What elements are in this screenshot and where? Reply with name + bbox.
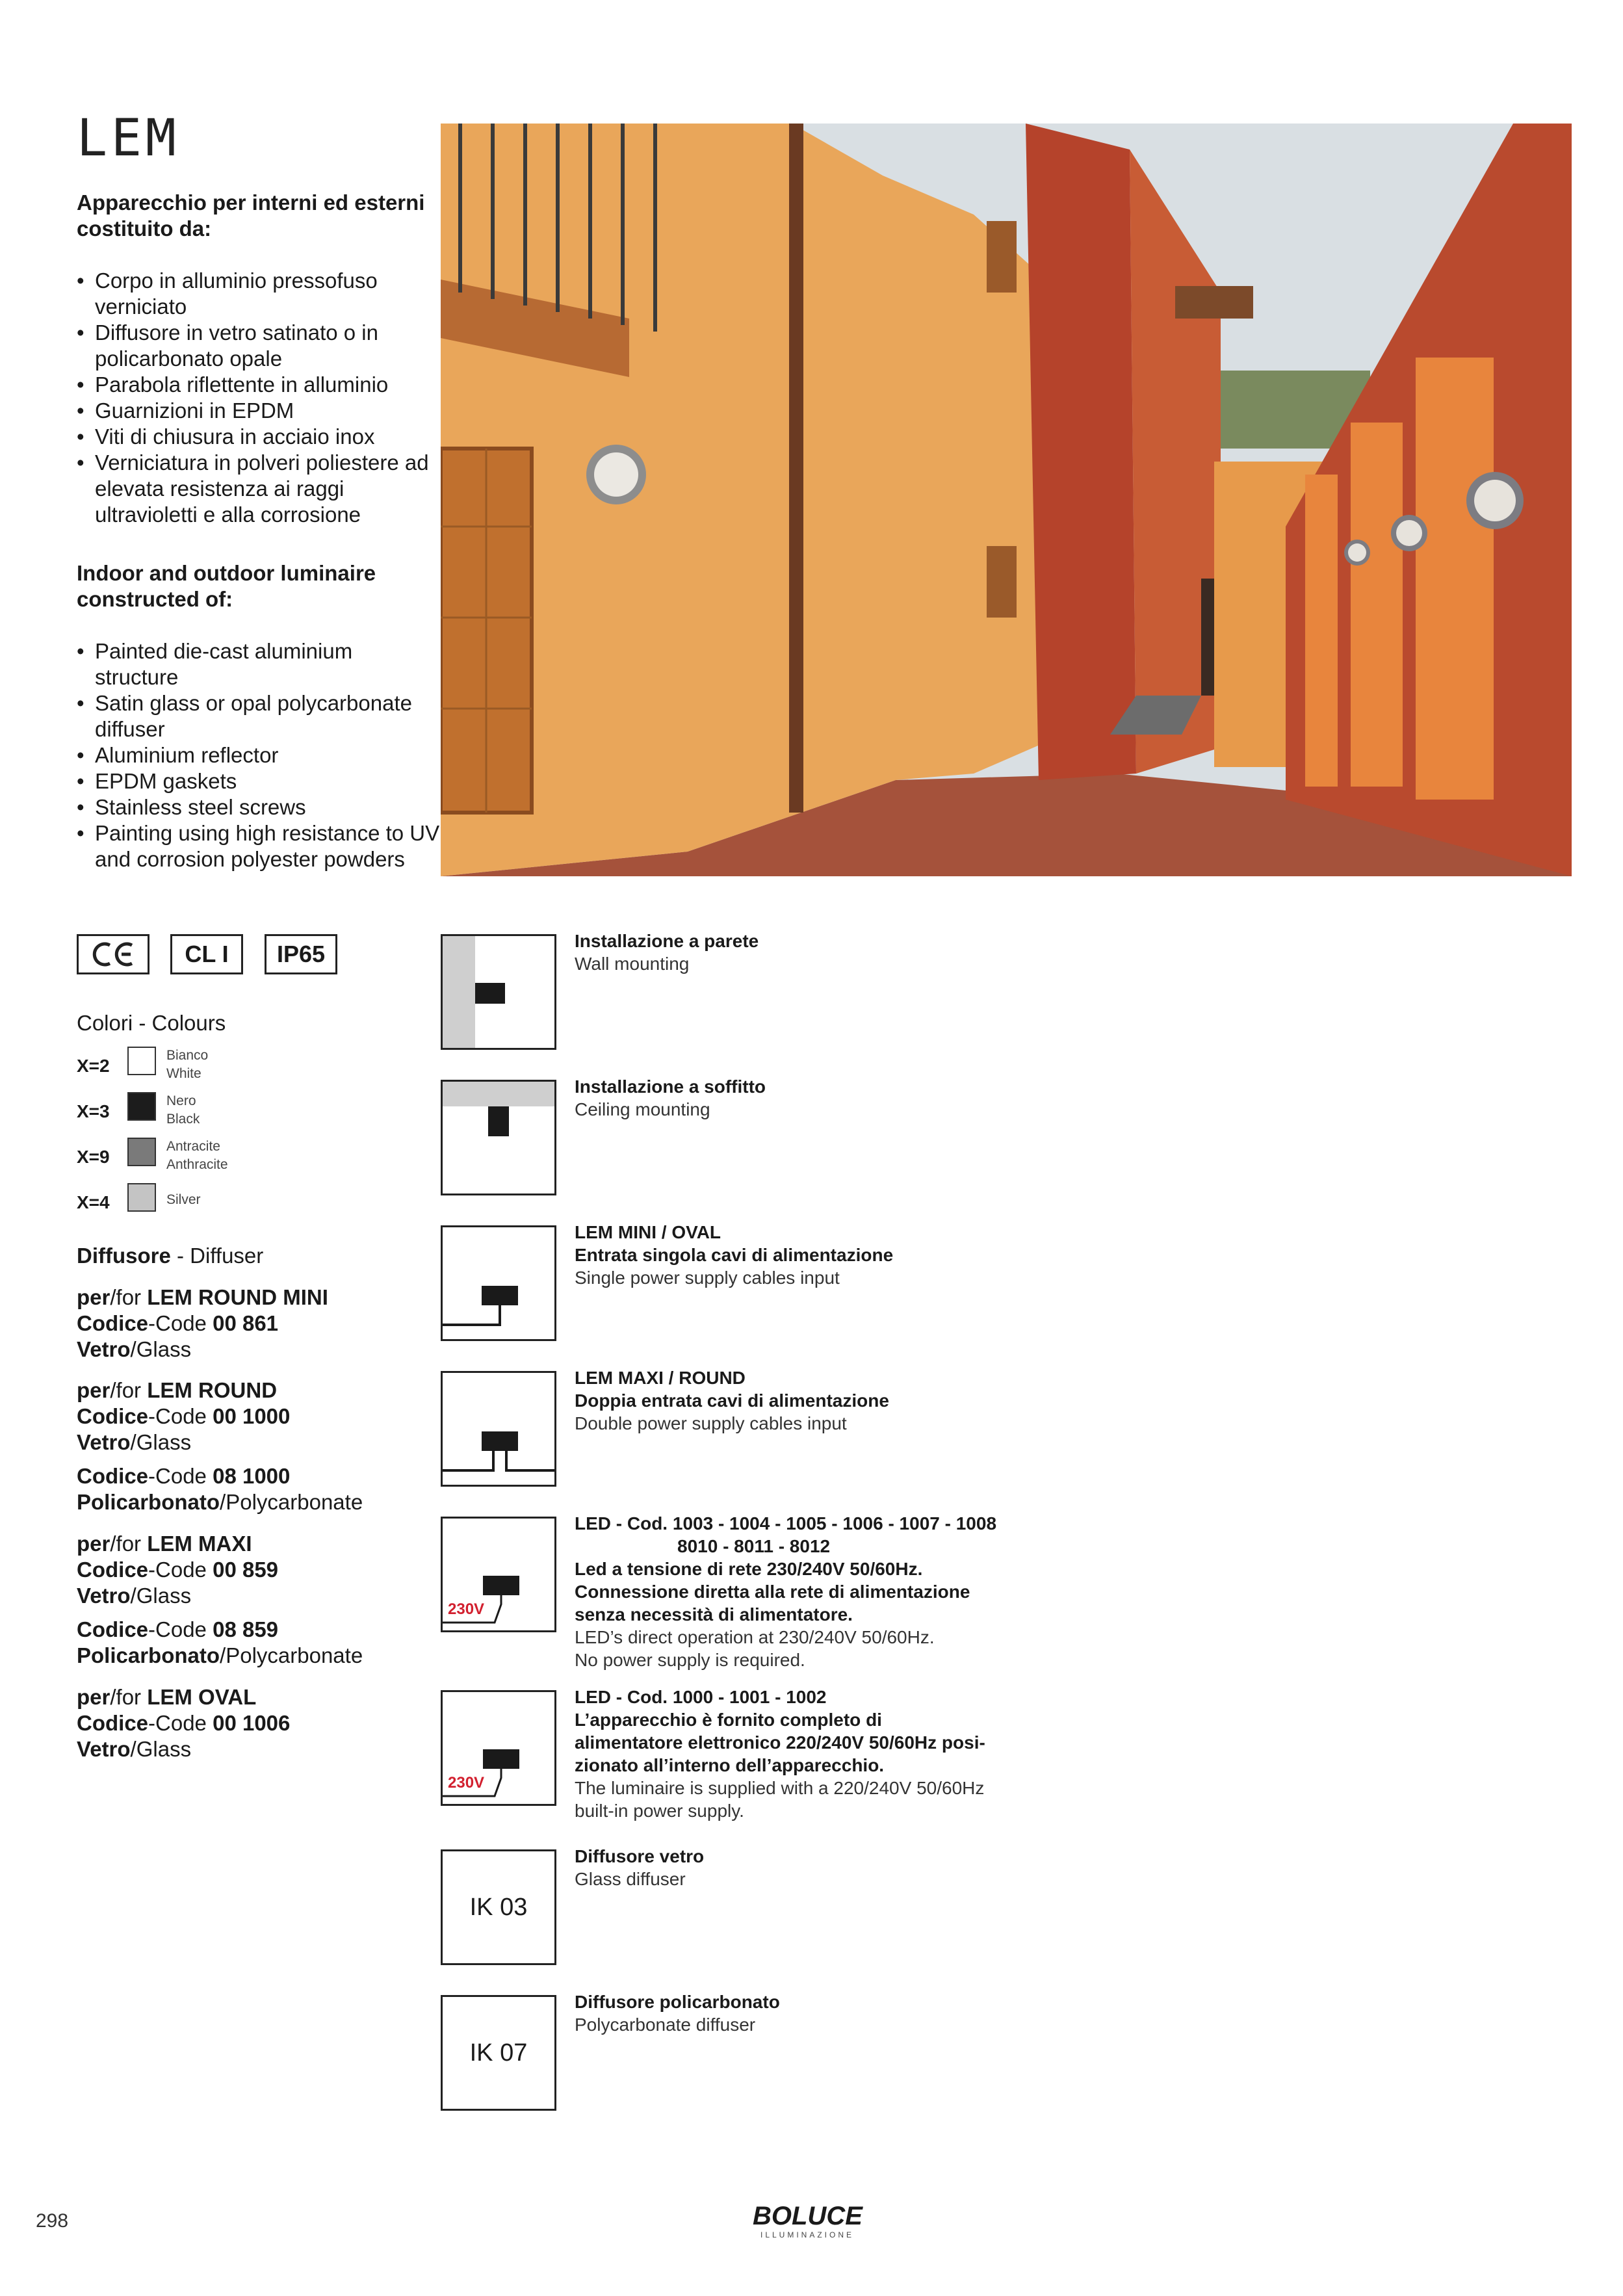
built-in-power-supply-text: LED - Cod. 1000 - 1001 - 1002 L’apparecchio è fornito completo di alimentatore elettronico 220/240V 50/60Hz posi- zionato all’interno dell’apparecchio. The luminaire is supplied with a 220/240V 50/60Hz built-in power supply. (575, 1687, 985, 1821)
colour-swatch-silver (127, 1183, 156, 1212)
diffuser-group: per/for LEM ROUND MINI Codice-Code 00 861 Vetro/Glass (77, 1285, 328, 1361)
description-heading: Apparecchio per interni ed esterni costituito da: (77, 190, 425, 241)
mains-voltage-text: LED - Cod. 1003 - 1004 - 1005 - 1006 - 1007 - 1008 8010 - 8011 - 8012 Led a tensione di rete 230/240V 50/60Hz. Connessione diretta alla rete di alimentazione senza necessità di alimentatore. LED’s direct operation at 230/240V 50/60Hz. No power supply is required. (575, 1513, 997, 1670)
list-item: • Painted die-cast aluminium structure (77, 638, 441, 690)
description-heading: Indoor and outdoor luminaire constructed of: (77, 561, 376, 611)
colour-swatch-white (127, 1047, 156, 1075)
list-item: • Verniciatura in polveri poliestere ad elevata resistenza ai raggi ultravioletti e alla corrosione (77, 450, 441, 528)
colour-swatch-black (127, 1092, 156, 1121)
list-item: • Guarnizioni in EPDM (77, 398, 441, 424)
ceiling-mounting-icon (441, 1080, 556, 1195)
svg-text:ILLUMINAZIONE: ILLUMINAZIONE (760, 2230, 855, 2239)
double-cable-input-icon (441, 1371, 556, 1487)
diffuser-group: per/for LEM OVAL Codice-Code 00 1006 Vetro/Glass (77, 1685, 291, 1761)
list-item: • Diffusore in vetro satinato o in policarbonato opale (77, 320, 441, 372)
double-cable-input-text: LEM MAXI / ROUND Doppia entrata cavi di alimentazione Double power supply cables input (575, 1368, 889, 1433)
list-item: • Aluminium reflector (77, 742, 441, 768)
product-photo (441, 124, 1572, 876)
page-title: LEM (77, 109, 180, 168)
glass-diffuser-text: Diffusore vetro Glass diffuser (575, 1846, 705, 1889)
feature-list (77, 268, 441, 528)
ceiling-mounting-text: Installazione a soffitto Ceiling mounting (575, 1076, 766, 1119)
page-number: 298 (36, 2210, 69, 2232)
ce-mark-icon (90, 941, 136, 967)
ip-rating-badge: IP65 (265, 934, 337, 974)
diffuser-group: per/for LEM ROUND Codice-Code 00 1000 Vetro/Glass Codice-Code 08 1000 Policarbonato/Polycarbonate (77, 1378, 363, 1514)
svg-text:BOLUCE: BOLUCE (753, 2202, 863, 2230)
polycarbonate-diffuser-text: Diffusore policarbonato Polycarbonate diffuser (575, 1992, 780, 2035)
feature-list (77, 638, 441, 872)
list-item: • EPDM gaskets (77, 768, 441, 794)
colours-title-en: Colours (151, 1011, 226, 1035)
colours-title-it: Colori (77, 1011, 133, 1035)
list-item: • Painting using high resistance to UV and corrosion polyester powders (77, 820, 441, 872)
courtyard-image (441, 124, 1572, 876)
ce-mark-badge (77, 934, 149, 974)
list-item: • Viti di chiusura in acciaio inox (77, 424, 441, 450)
description-italian (77, 190, 441, 528)
class-badge: CL I (170, 934, 243, 974)
mains-voltage-icon: 230V (441, 1517, 556, 1632)
diffuser-group: per/for LEM MAXI Codice-Code 00 859 Vetro/Glass Codice-Code 08 859 Policarbonato/Polycarbonate (77, 1532, 363, 1667)
colour-swatch-anthracite (127, 1138, 156, 1166)
list-item: • Satin glass or opal polycarbonate diffuser (77, 690, 441, 742)
brand-logo (746, 2197, 863, 2243)
wall-mounting-icon (441, 934, 556, 1050)
list-item: • Corpo in alluminio pressofuso verniciato (77, 268, 441, 320)
ik07-rating-icon: IK 07 (441, 1995, 556, 2111)
list-item: • Parabola riflettente in alluminio (77, 372, 441, 398)
colours-title: Colori - Colours (77, 1011, 226, 1035)
single-cable-input-icon (441, 1225, 556, 1341)
list-item: • Stainless steel screws (77, 794, 441, 820)
built-in-power-supply-icon: 230V (441, 1690, 556, 1806)
wall-mounting-text: Installazione a parete Wall mounting (575, 931, 759, 974)
single-cable-input-text: LEM MINI / OVAL Entrata singola cavi di alimentazione Single power supply cables input (575, 1222, 894, 1288)
description-english (77, 560, 441, 872)
ik03-rating-icon: IK 03 (441, 1849, 556, 1965)
diffuser-title: Diffusore - Diffuser (77, 1244, 264, 1268)
